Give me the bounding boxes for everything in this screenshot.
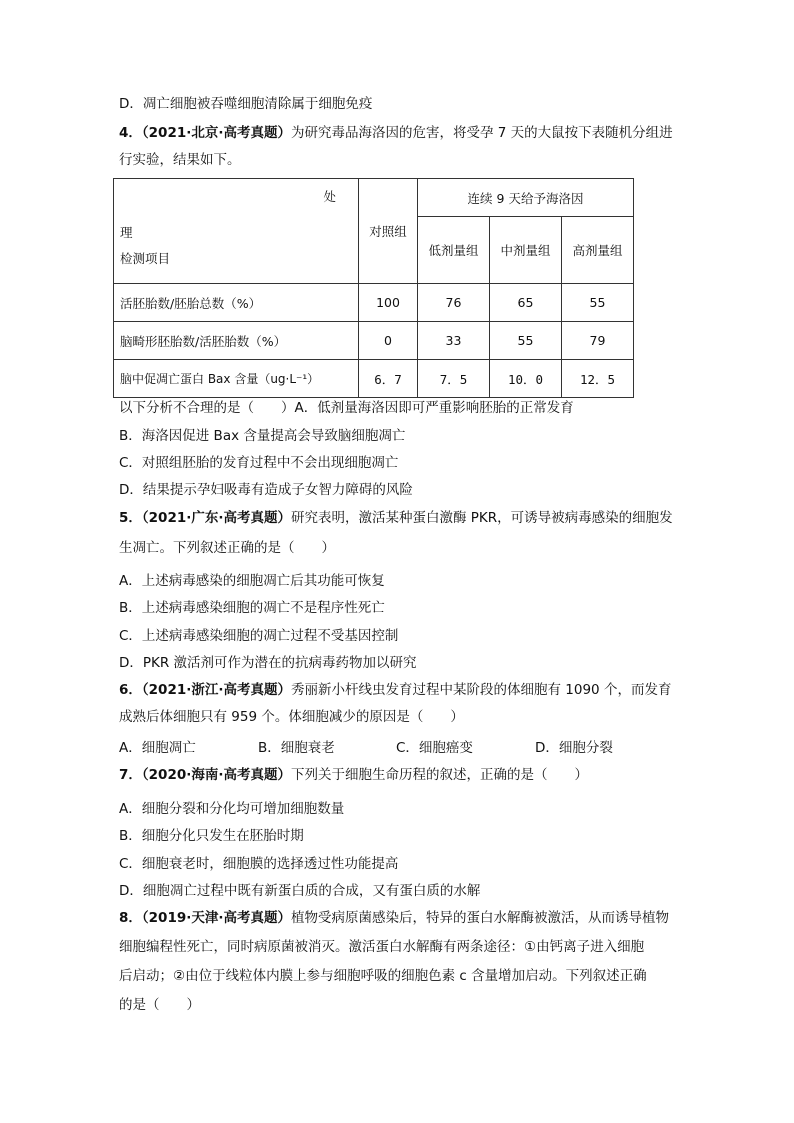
row-label: 活胚胎数/胚胎总数（%）: [114, 284, 359, 322]
question-7-option-a[interactable]: A．细胞分裂和分化均可增加细胞数量: [119, 801, 345, 817]
table-row: [114, 284, 634, 322]
question-5-option-c[interactable]: C．上述病毒感染细胞的凋亡过程不受基因控制: [119, 628, 399, 644]
header-chu: 处: [323, 189, 336, 204]
question-7-number: 7．: [119, 767, 142, 783]
cell: 55: [490, 322, 562, 360]
cell: 55: [562, 284, 634, 322]
cell: 12．5: [562, 360, 634, 398]
question-6-option-a[interactable]: A．细胞凋亡: [119, 740, 196, 756]
question-7-stem-text: 下列关于细胞生命历程的叙述，正确的是（ ）: [291, 767, 588, 783]
question-7-source: （2020·海南·高考真题）: [141, 767, 291, 783]
row-label: 脑中促凋亡蛋白 Bax 含量（ug·L⁻¹）: [114, 360, 359, 398]
question-6-source: （2021·浙江·高考真题）: [141, 682, 291, 698]
question-5-option-d[interactable]: D．PKR 激活剂可作为潜在的抗病毒药物加以研究: [119, 655, 417, 671]
header-high: 高剂量组: [562, 217, 634, 284]
cell: 79: [562, 322, 634, 360]
row-label: 脑畸形胚胎数/活胚胎数（%）: [114, 322, 359, 360]
question-8-number: 8．: [119, 910, 142, 926]
question-7-option-c[interactable]: C．细胞衰老时，细胞膜的选择透过性功能提高: [119, 856, 399, 872]
question-4-option-d[interactable]: D．结果提示孕妇吸毒有造成子女智力障碍的风险: [119, 482, 413, 498]
question-7-stem: [119, 766, 588, 784]
header-item: 检测项目: [120, 251, 171, 266]
question-6-stem-cont: 成熟后体细胞只有 959 个。体细胞减少的原因是（ ）: [119, 709, 464, 725]
header-li: 理: [120, 225, 133, 240]
question-4-number: 4．: [119, 125, 142, 141]
question-8-stem: [119, 909, 669, 927]
question-8-stem-cont: 细胞编程性死亡，同时病原菌被消灭。激活蛋白水解酶有两条途径：①由钙离子进入细胞: [119, 939, 645, 955]
question-4-stem: [119, 124, 673, 142]
cell: 6．7: [359, 360, 418, 398]
question-6-option-b[interactable]: B．细胞衰老: [258, 740, 335, 756]
cell: 76: [418, 284, 490, 322]
question-5-option-a[interactable]: A．上述病毒感染的细胞凋亡后其功能可恢复: [119, 573, 385, 589]
question-4-ask: 以下分析不合理的是（ ）A．低剂量海洛因即可严重影响胚胎的正常发育: [119, 400, 574, 416]
question-8-stem-cont: 后启动；②由位于线粒体内膜上参与细胞呼吸的细胞色素 c 含量增加启动。下列叙述正确: [119, 968, 647, 984]
question-6-stem: [119, 681, 671, 699]
header-control: 对照组: [359, 179, 418, 284]
question-7-option-d[interactable]: D．细胞凋亡过程中既有新蛋白质的合成，又有蛋白质的水解: [119, 883, 481, 899]
question-4-option-c[interactable]: C．对照组胚胎的发育过程中不会出现细胞凋亡: [119, 455, 399, 471]
question-5-stem: [119, 509, 673, 527]
question-4-source: （2021·北京·高考真题）: [141, 125, 291, 141]
table-row: [114, 360, 634, 398]
question-5-source: （2021·广东·高考真题）: [141, 510, 291, 526]
question-6-stem-text: 秀丽新小杆线虫发育过程中某阶段的体细胞有 1090 个，而发育: [291, 682, 672, 698]
question-6-number: 6．: [119, 682, 142, 698]
question-8-stem-text: 植物受病原菌感染后，特异的蛋白水解酶被激活，从而诱导植物: [291, 910, 669, 926]
cell: 33: [418, 322, 490, 360]
question-8-stem-cont: 的是（ ）: [119, 997, 200, 1013]
question-5-option-b[interactable]: B．上述病毒感染细胞的凋亡不是程序性死亡: [119, 600, 385, 616]
cell: 7．5: [418, 360, 490, 398]
question-4-stem-cont: 行实验，结果如下。: [119, 152, 241, 168]
question-8-source: （2019·天津·高考真题）: [141, 910, 291, 926]
table-row: [114, 322, 634, 360]
header-mid: 中剂量组: [490, 217, 562, 284]
question-4-option-b[interactable]: B．海洛因促进 Bax 含量提高会导致脑细胞凋亡: [119, 428, 406, 444]
question-7-option-b[interactable]: B．细胞分化只发生在胚胎时期: [119, 828, 304, 844]
table-corner-header: [114, 179, 359, 284]
header-low: 低剂量组: [418, 217, 490, 284]
question-6-option-c[interactable]: C．细胞癌变: [396, 740, 473, 756]
question-5-stem-cont: 生凋亡。下列叙述正确的是（ ）: [119, 540, 335, 556]
question-5-number: 5．: [119, 510, 142, 526]
cell: 10．0: [490, 360, 562, 398]
question-6-option-d[interactable]: D．细胞分裂: [535, 740, 613, 756]
cell: 100: [359, 284, 418, 322]
header-heroin-group: 连续 9 天给予海洛因: [418, 179, 634, 217]
data-table: [113, 178, 634, 398]
cell: 0: [359, 322, 418, 360]
question-4-stem-text: 为研究毒品海洛因的危害，将受孕 7 天的大鼠按下表随机分组进: [291, 125, 673, 141]
question-3-option-d: D．凋亡细胞被吞噬细胞清除属于细胞免疫: [119, 96, 373, 112]
cell: 65: [490, 284, 562, 322]
question-5-stem-text: 研究表明，激活某种蛋白激酶 PKR，可诱导被病毒感染的细胞发: [291, 510, 673, 526]
